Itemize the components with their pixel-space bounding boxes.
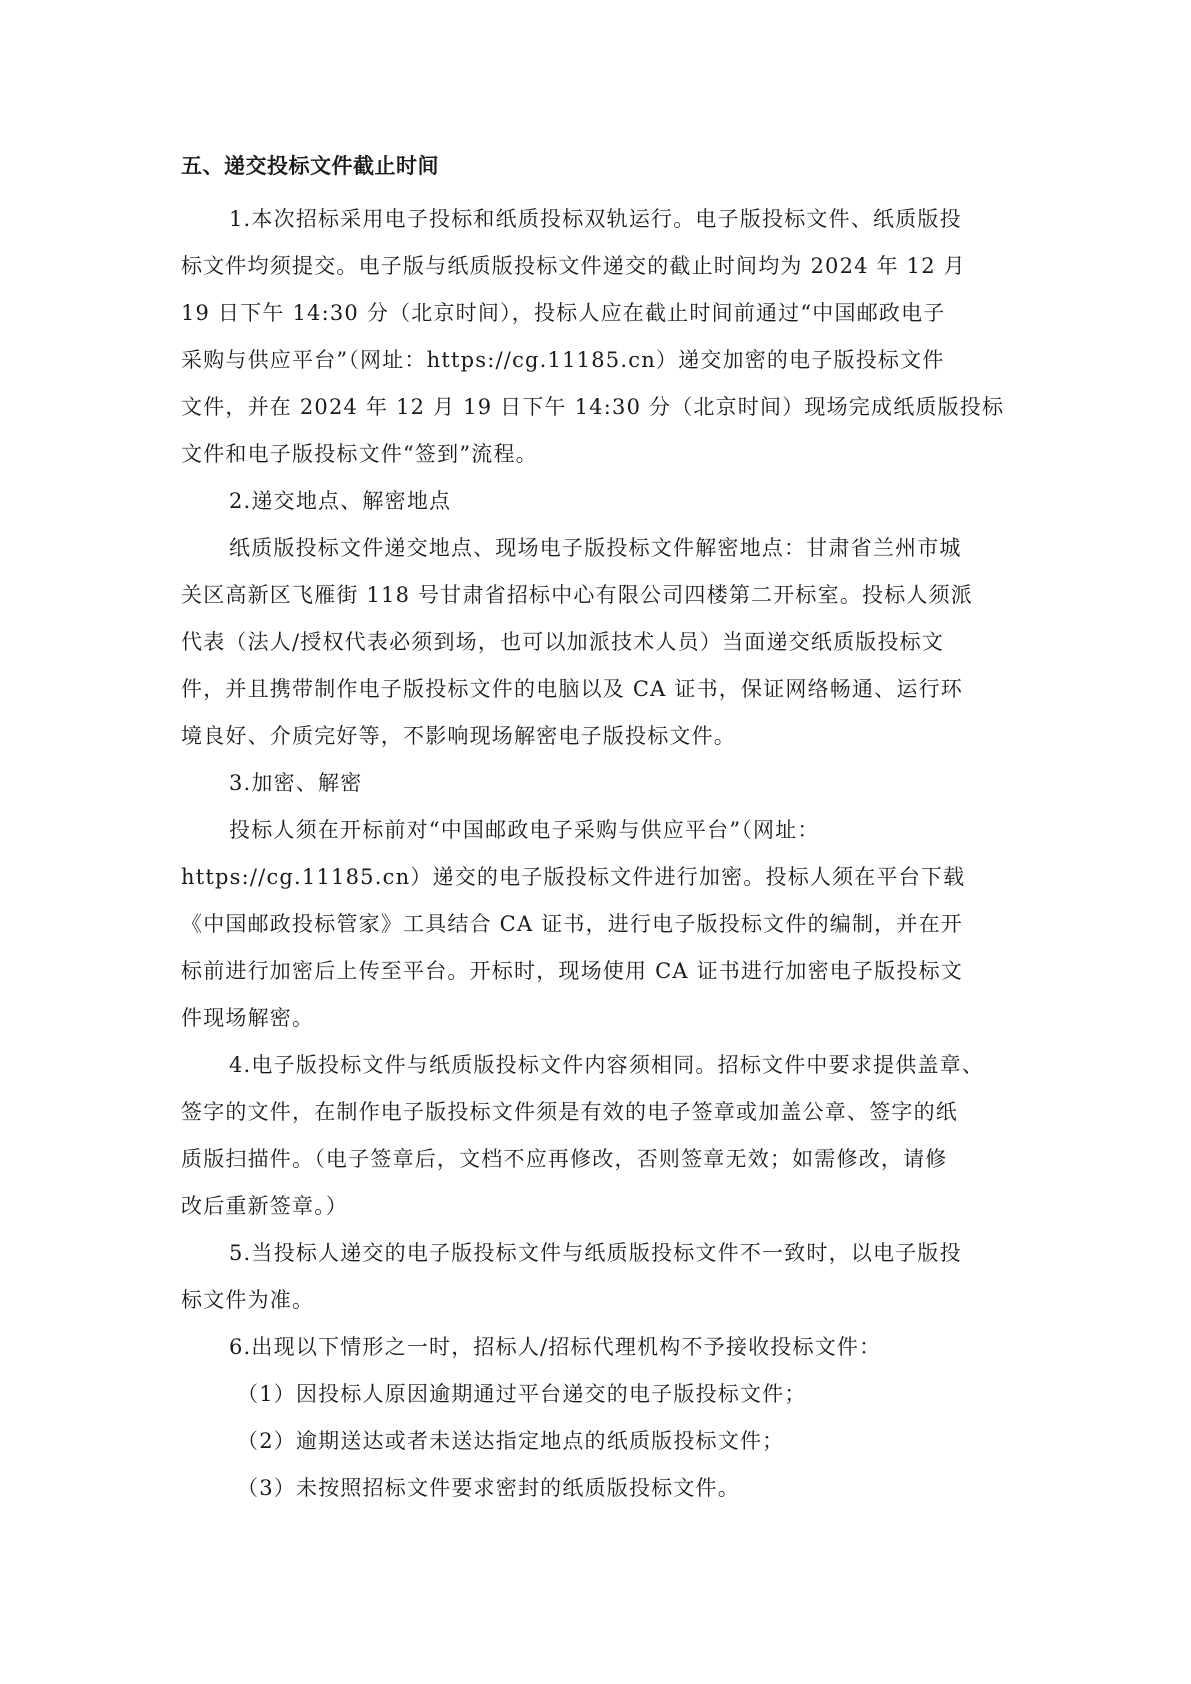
body-line: 件现场解密。 bbox=[181, 1006, 315, 1030]
section-body bbox=[181, 196, 1011, 1512]
body-line: （2）逾期送达或者未送达指定地点的纸质版投标文件； bbox=[237, 1429, 785, 1453]
body-line: 件，并且携带制作电子版投标文件的电脑以及 CA 证书，保证网络畅通、运行环 bbox=[181, 677, 963, 701]
body-line: 关区高新区飞雁街 118 号甘肃省招标中心有限公司四楼第二开标室。投标人须派 bbox=[181, 583, 974, 607]
body-line: 文件和电子版投标文件“签到”流程。 bbox=[181, 442, 538, 466]
body-line: 1.本次招标采用电子投标和纸质投标双轨运行。电子版投标文件、纸质版投 bbox=[229, 207, 962, 231]
body-line: 纸质版投标文件递交地点、现场电子版投标文件解密地点：甘肃省兰州市城 bbox=[229, 536, 962, 560]
body-line: 投标人须在开标前对“中国邮政电子采购与供应平台”（网址： bbox=[229, 818, 820, 842]
body-line: https://cg.11185.cn）递交的电子版投标文件进行加密。投标人须在平台下载 bbox=[181, 865, 966, 889]
body-line: 《中国邮政投标管家》工具结合 CA 证书，进行电子版投标文件的编制，并在开 bbox=[181, 912, 963, 936]
body-line: 境良好、介质完好等，不影响现场解密电子版投标文件。 bbox=[181, 724, 736, 748]
body-line: 改后重新签章。） bbox=[181, 1194, 349, 1218]
body-line: 签字的文件，在制作电子版投标文件须是有效的电子签章或加盖公章、签字的纸 bbox=[181, 1100, 958, 1124]
body-line: 标文件均须提交。电子版与纸质版投标文件递交的截止时间均为 2024 年 12 月 bbox=[181, 254, 966, 278]
body-line: 标文件为准。 bbox=[181, 1288, 315, 1312]
body-line: 标前进行加密后上传至平台。开标时，现场使用 CA 证书进行加密电子版投标文 bbox=[181, 959, 963, 983]
body-line: 19 日下午 14:30 分（北京时间），投标人应在截止时间前通过“中国邮政电子 bbox=[181, 301, 946, 325]
body-line: 6.出现以下情形之一时，招标人/招标代理机构不予接收投标文件： bbox=[229, 1335, 882, 1359]
body-line: 2.递交地点、解密地点 bbox=[229, 489, 452, 513]
body-line: 采购与供应平台”（网址：https://cg.11185.cn）递交加密的电子版投标文件 bbox=[181, 348, 945, 372]
body-line: 代表（法人/授权代表必须到场，也可以加派技术人员）当面递交纸质版投标文 bbox=[181, 630, 945, 654]
body-line: 文件，并在 2024 年 12 月 19 日下午 14:30 分（北京时间）现场完成纸质版投标 bbox=[181, 395, 1005, 419]
body-line: 3.加密、解密 bbox=[229, 771, 363, 795]
body-line: 质版扫描件。（电子签章后，文档不应再修改，否则签章无效；如需修改，请修 bbox=[181, 1147, 948, 1171]
body-line: 4.电子版投标文件与纸质版投标文件内容须相同。招标文件中要求提供盖章、 bbox=[229, 1053, 985, 1077]
body-line: 5.当投标人递交的电子版投标文件与纸质版投标文件不一致时，以电子版投 bbox=[229, 1241, 962, 1265]
body-line: （3）未按照招标文件要求密封的纸质版投标文件。 bbox=[237, 1476, 740, 1500]
section-heading: 五、递交投标文件截止时间 bbox=[181, 154, 439, 178]
section-deadline bbox=[181, 150, 1011, 1512]
body-line: （1）因投标人原因逾期通过平台递交的电子版投标文件； bbox=[237, 1382, 807, 1406]
